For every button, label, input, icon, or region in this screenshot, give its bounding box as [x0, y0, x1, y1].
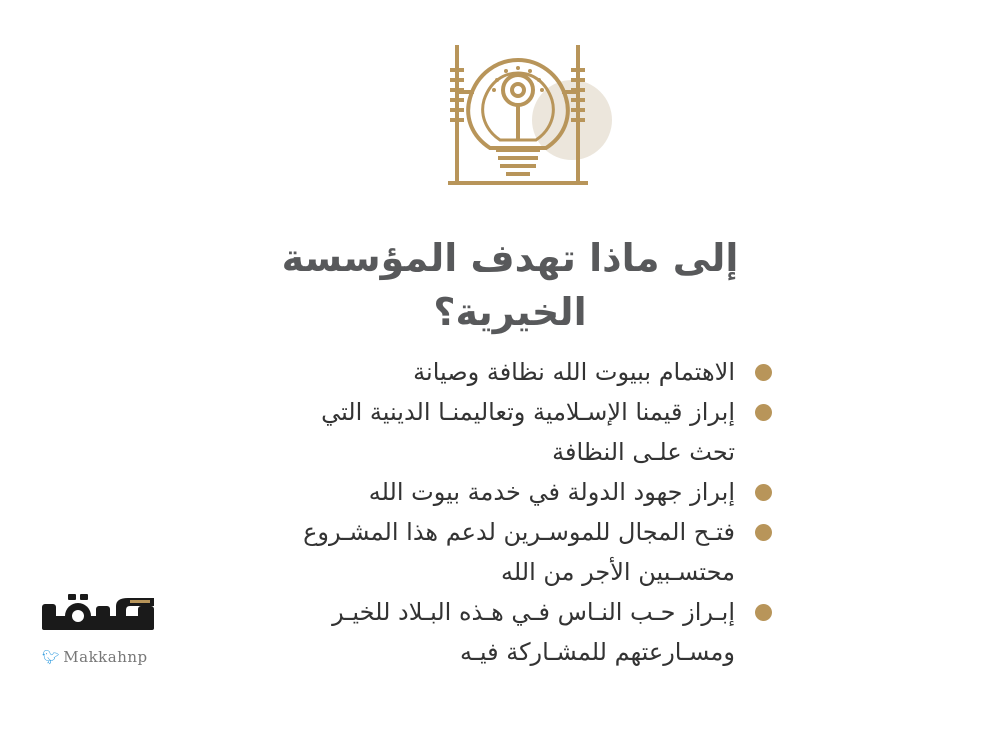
list-item-text: إبـراز حـب النـاس فـي هـذه البـلاد للخيـر	[332, 598, 735, 626]
list-item-text: تحث علـى النظافة	[552, 438, 735, 466]
goals-list	[200, 352, 780, 672]
page-title-line-2: الخيرية؟	[433, 290, 587, 334]
page-title-line-1: إلى ماذا تهدف المؤسسة	[281, 236, 739, 280]
list-item-text: ومسـارعتهم للمشـاركة فيـه	[459, 638, 735, 666]
list-item-text: إبراز قيمنا الإسـلامية وتعاليمنـا الدينية التي	[321, 398, 735, 426]
list-item-text: الاهتمام ببيوت الله نظافة وصيانة	[413, 358, 735, 386]
twitter-handle	[42, 648, 148, 666]
twitter-bird-icon: 🐦︎	[42, 650, 61, 666]
list-item-text: محتسـبين الأجر من الله	[500, 558, 735, 586]
bullet-dot	[755, 484, 772, 501]
list-item	[200, 352, 780, 392]
twitter-handle-text: Makkahnp	[63, 648, 148, 666]
list-item	[200, 392, 780, 472]
bullet-dot	[755, 364, 772, 381]
bullet-dot	[755, 524, 772, 541]
bullet-dot	[755, 404, 772, 421]
list-item-text: إبراز جهود الدولة في خدمة بيوت الله	[368, 478, 735, 506]
list-item	[200, 512, 780, 592]
list-item	[200, 472, 780, 512]
bullet-dot	[755, 604, 772, 621]
list-item-text: فتـح المجال للموسـرين لدعم هذا المشـروع	[303, 518, 735, 546]
list-item	[200, 592, 780, 672]
lightbulb-icon	[430, 40, 620, 190]
